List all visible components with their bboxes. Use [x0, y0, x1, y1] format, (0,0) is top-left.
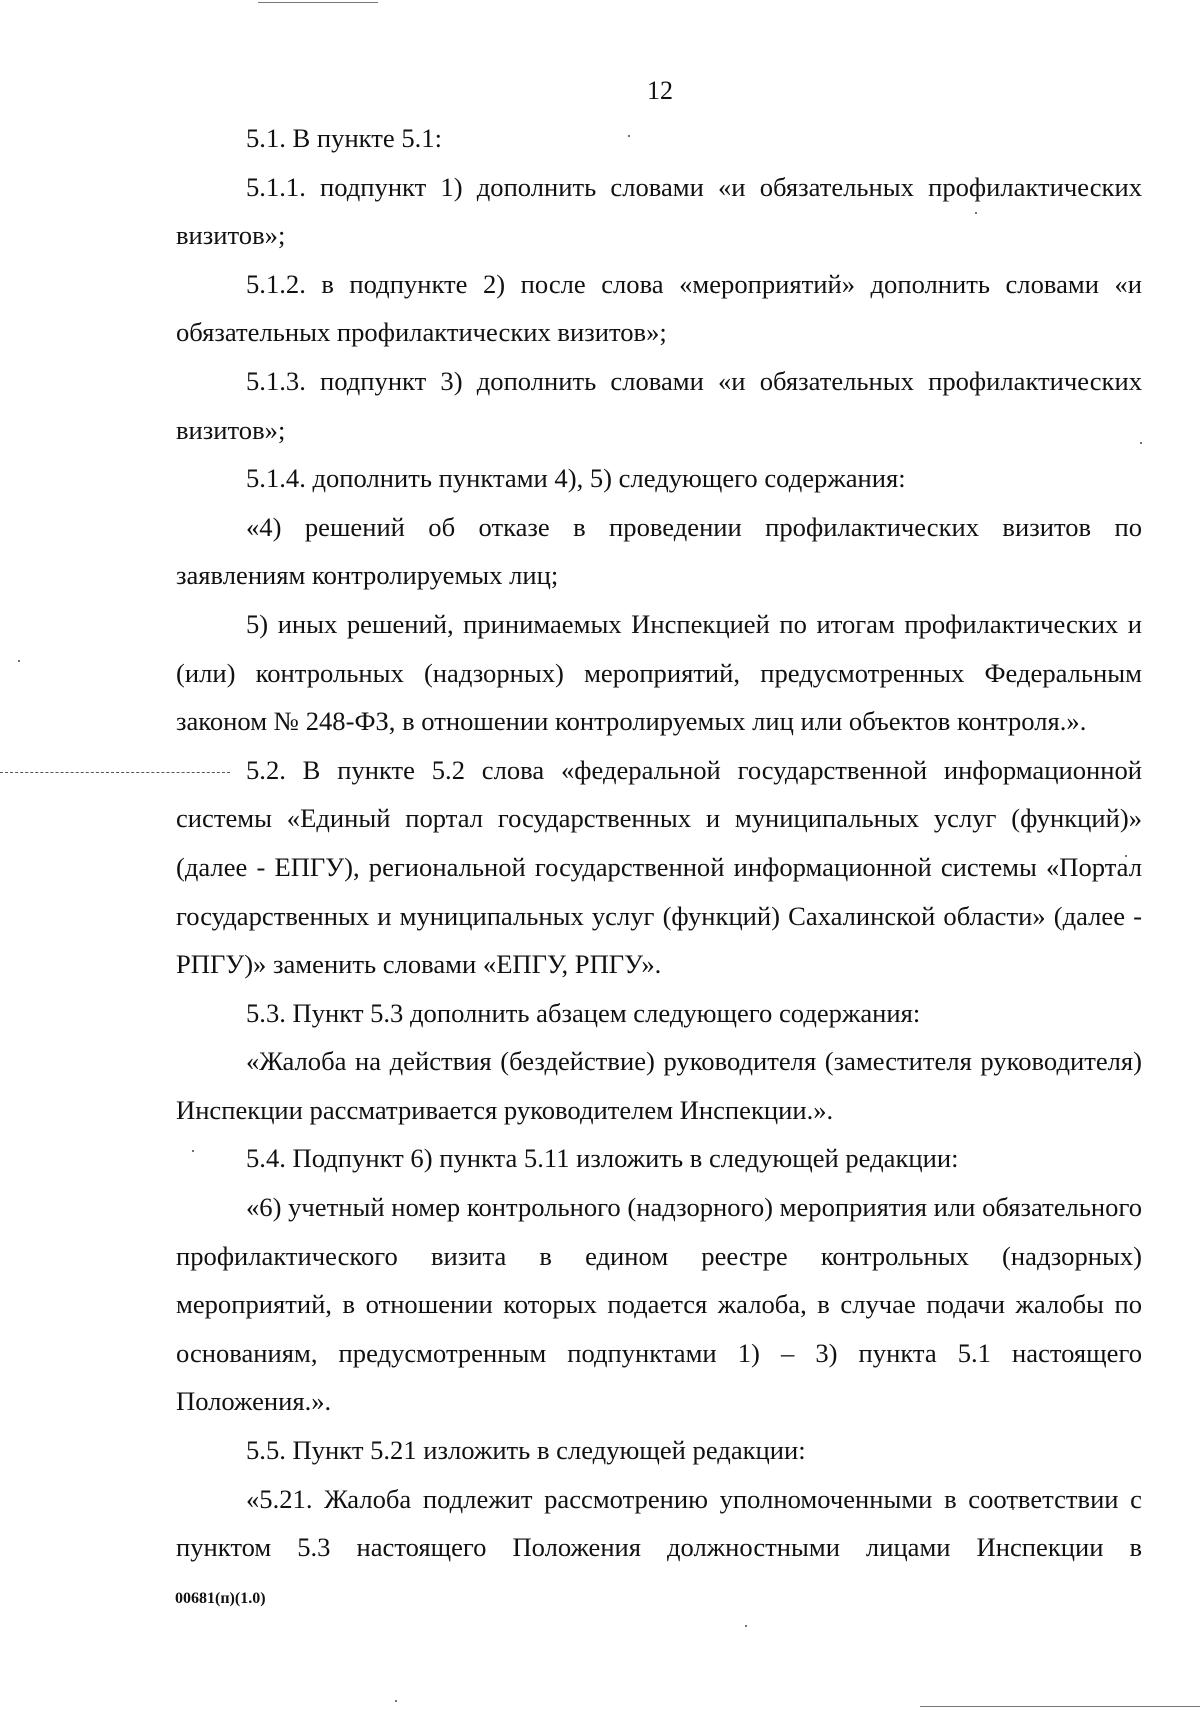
- scan-artifact-dot: [18, 660, 20, 662]
- paragraph-5-1: 5.1. В пункте 5.1:: [246, 123, 442, 153]
- paragraph-5-3: 5.3. Пункт 5.3 дополнить абзацем следующего содержания:: [246, 997, 921, 1028]
- page-number: 12: [647, 76, 673, 105]
- scan-artifact-dot: [395, 1700, 397, 1702]
- paragraph-5-1-4: 5.1.4. дополнить пунктами 4), 5) следующего содержания:: [246, 463, 906, 494]
- paragraph-5-5: 5.5. Пункт 5.21 изложить в следующей редакции:: [246, 1435, 806, 1466]
- paragraph-5-1-2: 5.1.2. в подпункте 2) после слова «мероприятий» дополнить словами «и обязательных профилактических визитов»;: [176, 268, 1142, 348]
- paragraph-item-4: «4) решений об отказе в проведении профилактических визитов по заявлениям контролируемых лиц;: [176, 511, 1142, 591]
- paragraph-item-5: 5) иных решений, принимаемых Инспекцией по итогам профилактических и (или) контрольных (надзорных) мероприятий, предусмотренных Федеральным законом № 248-ФЗ, в отношении контролируемых лиц или объектов контроля.».: [176, 608, 1142, 737]
- paragraph-5-21: «5.21. Жалоба подлежит рассмотрению уполномоченными в соответствии с пунктом 5.3 настоящего Положения должностными лицами Инспекции в: [176, 1483, 1142, 1563]
- paragraph-5-2: 5.2. В пункте 5.2 слова «федеральной государственной информационной системы «Единый портал государственных и муниципальных услуг (функций)» (далее - ЕПГУ), региональной государственной информационной системы «Портал государственных и муниципальных услуг (функций) Сахалинской области» (далее - РПГУ)» заменить словами «ЕПГУ, РПГУ».: [176, 754, 1142, 980]
- paragraph-5-1-3: 5.1.3. подпункт 3) дополнить словами «и обязательных профилактических визитов»;: [176, 365, 1142, 445]
- scan-artifact-bottom-line: [920, 1706, 1200, 1707]
- document-body: [176, 114, 1142, 1572]
- paragraph-complaint: «Жалоба на действия (бездействие) руководителя (заместителя руководителя) Инспекции рассматривается руководителем Инспекции.».: [176, 1046, 1142, 1125]
- document-code: 00681(п)(1.0): [175, 1590, 266, 1607]
- scan-artifact-dot: [745, 1625, 747, 1627]
- paragraph-5-1-1: 5.1.1. подпункт 1) дополнить словами «и обязательных профилактических визитов»;: [176, 171, 1142, 251]
- scan-artifact-top-line: [258, 2, 378, 3]
- paragraph-item-6: «6) учетный номер контрольного (надзорного) мероприятия или обязательного профилактического визита в едином реестре контрольных (надзорных) мероприятий, в отношении которых подается жалоба, в случае подачи жалобы по основаниям, предусмотренным подпунктами 1) – 3) пункта 5.1 настоящего Положения.».: [176, 1192, 1142, 1417]
- paragraph-5-4: 5.4. Подпункт 6) пункта 5.11 изложить в следующей редакции:: [246, 1143, 959, 1174]
